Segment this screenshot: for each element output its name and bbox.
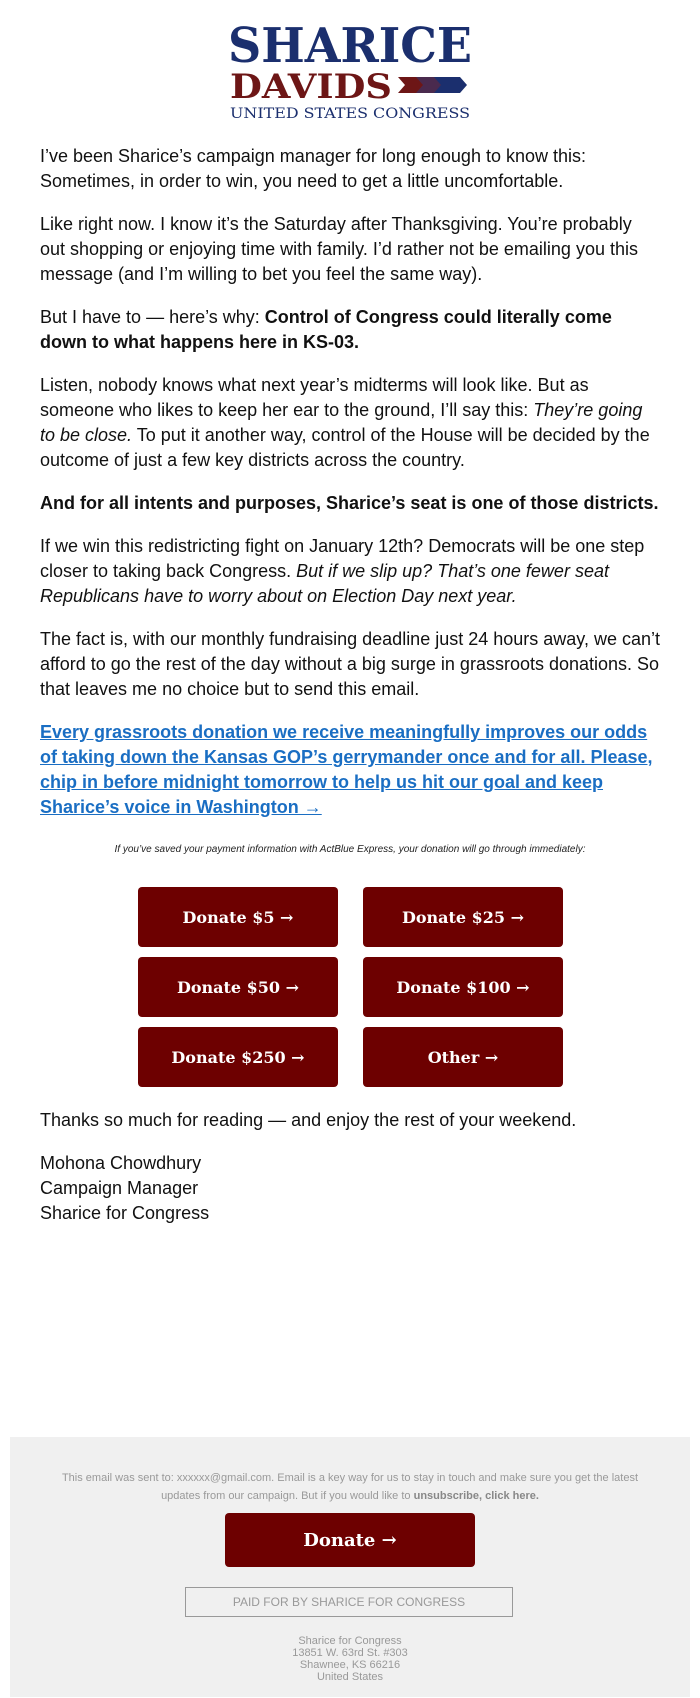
donate-5-button[interactable]: Donate $5 → [138, 887, 338, 947]
signature [40, 1151, 660, 1226]
cta-paragraph [40, 720, 660, 820]
donate-25-button[interactable]: Donate $25 → [363, 887, 563, 947]
donate-50-button[interactable]: Donate $50 → [138, 957, 338, 1017]
paragraph-thanksgiving: Like right now. I know it’s the Saturday after Thanksgiving. You’re probably out shopping or enjoying time with family. I’d rather not be emailing you this message (and I’m willing to bet you feel the same way). [40, 214, 638, 284]
address-street: 13851 W. 63rd St. #303 [292, 1647, 408, 1659]
paragraph-deadline: The fact is, with our monthly fundraising deadline just 24 hours away, we can’t afford to go the rest of the day without a big surge in grassroots donations. So that leaves me no choice but to send this email. [40, 629, 660, 699]
email-closing [40, 1108, 660, 1244]
donate-100-button[interactable]: Donate $100 → [363, 957, 563, 1017]
address-city: Shawnee, KS 66216 [299, 1659, 401, 1671]
address-org: Sharice for Congress [298, 1635, 402, 1647]
logo-graphic [220, 14, 480, 124]
footer-disclaimer: This email was sent to: xxxxxx@gmail.com. Email is a key way for us to stay in touch and make sure you get the latest updates from our campaign. But if you would like to unsubscribe, click here. [61, 1472, 639, 1502]
donate-250-button[interactable]: Donate $250 → [138, 1027, 338, 1087]
address-country: United States [316, 1671, 384, 1683]
paragraph-key-district: And for all intents and purposes, Sharice’s seat is one of those districts. [40, 493, 659, 513]
chevron-arrows-icon [398, 77, 467, 93]
email-body [40, 144, 660, 838]
logo-name-first: SHARICE [228, 18, 472, 74]
donate-cta-link[interactable]: Every grassroots donation we receive meaningfully improves our odds of taking down the Kansas GOP’s gerrymander once and for all. Please, chip in before midnight tomorrow to help us hit our goal and keep Sharice’s voice in Washington → [40, 722, 653, 817]
paragraph-why: But I have to — here’s why: Control of Congress could literally come down to what happens here in KS-03. [40, 307, 612, 352]
paid-for-disclaimer: PAID FOR BY SHARICE FOR CONGRESS [185, 1587, 513, 1617]
paragraph-intro: I’ve been Sharice’s campaign manager for long enough to know this: Sometimes, in order to win, you need to get a little uncomfortable. [40, 146, 587, 191]
campaign-logo [0, 14, 700, 129]
mailing-address [10, 1635, 690, 1683]
email-footer [10, 1437, 690, 1697]
donate-other-button[interactable]: Other → [363, 1027, 563, 1087]
unsubscribe-link[interactable]: unsubscribe, click here. [413, 1490, 539, 1502]
signature-title: Campaign Manager [40, 1178, 199, 1198]
paragraph-redistricting: If we win this redistricting fight on January 12th? Democrats will be one step closer to taking back Congress. But if we slip up? That’s one fewer seat Republicans have to worry about on Election Day next year. [40, 536, 645, 606]
control-of-congress-emphasis: Control of Congress could literally come down to what happens here in KS-03. [40, 307, 612, 352]
logo-subtitle: UNITED STATES CONGRESS [230, 106, 470, 122]
actblue-express-note: If you’ve saved your payment information with ActBlue Express, your donation will go through immediately: [114, 844, 586, 855]
closing-line: Thanks so much for reading — and enjoy the rest of your weekend. [40, 1110, 577, 1130]
signature-name: Mohona Chowdhury [40, 1153, 202, 1173]
paragraph-midterms: Listen, nobody knows what next year’s midterms will look like. But as someone who likes to keep her ear to the ground, I’ll say this: They’re going to be close. To put it another way, control of the House will be decided by the outcome of just a few key districts across the country. [40, 375, 650, 470]
logo-name-last: DAVIDS [230, 67, 392, 107]
signature-org: Sharice for Congress [40, 1203, 210, 1223]
footer-donate-button[interactable]: Donate → [225, 1513, 475, 1567]
